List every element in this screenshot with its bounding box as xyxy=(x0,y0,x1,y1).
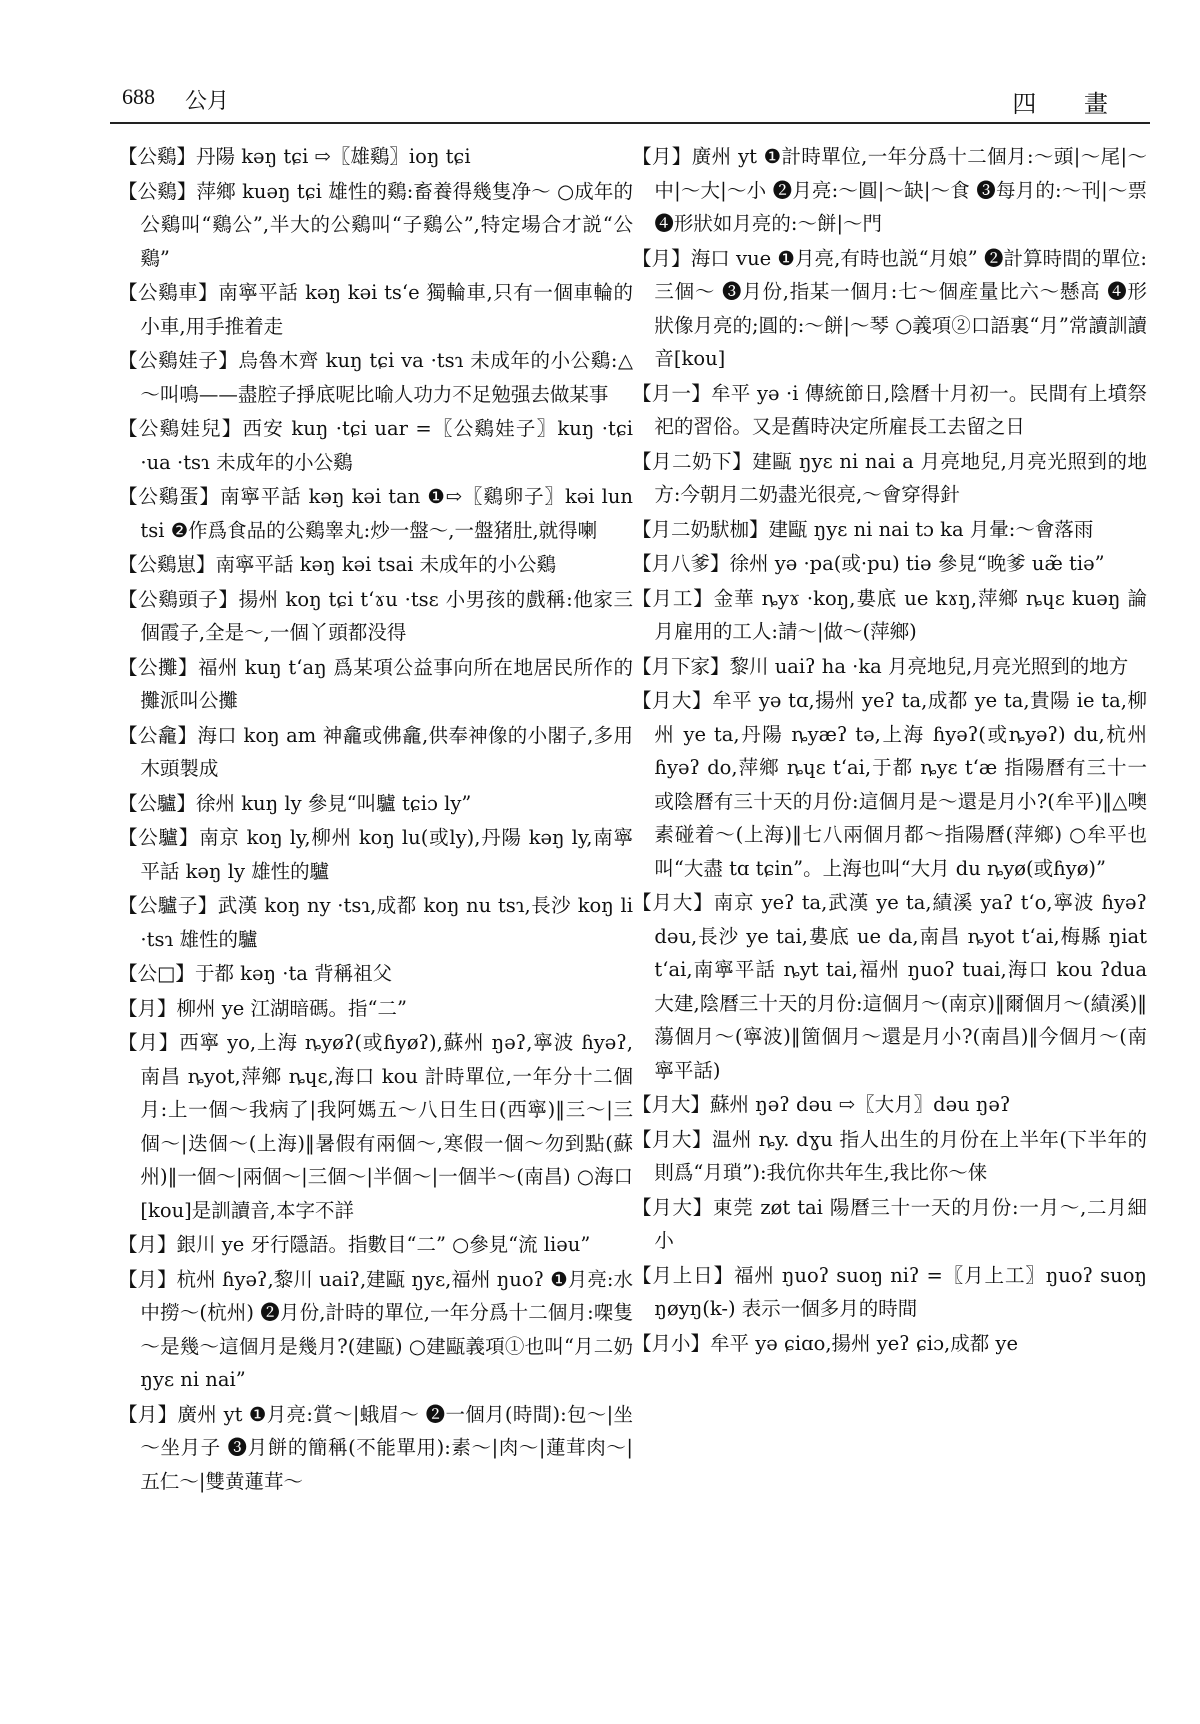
entry-definition: 南京 koŋ ly,柳州 koŋ lu(或ly),丹陽 kəŋ ly,南寧平話 kəŋ ly 雄性的驢 xyxy=(140,826,633,883)
entry-headword: 【公驢子】 xyxy=(118,894,218,917)
entry-headword: 【公鷄車】 xyxy=(118,281,219,304)
entry-headword: 【月】 xyxy=(118,1031,180,1054)
entry-definition: 牟平 yə ·i 傳統節日,陰曆十月初一。民間有上墳祭祀的習俗。又是舊時决定所雇長工去留之日 xyxy=(654,381,1147,438)
page-header xyxy=(110,82,1150,124)
entry-definition: 西寧 yo,上海 ȵyøʔ(或ɦyøʔ),蘇州 ŋəʔ,寧波 ɦyəʔ,南昌 ȵyot,萍鄉 ȵɥɛ,海口 kou 計時單位,一年分十二個月:上一個～我病了|我阿媽五～八日生日(西寧)‖三～|三個～|迭個～(上海)‖暑假有兩個～,寒假一個～勿到點(蘇州)‖一個～|兩個～|三個～|半個～|一個半～(南昌) ○海口[kou]是訓讀音,本字不詳 xyxy=(140,1031,633,1222)
dictionary-entry xyxy=(632,377,1147,444)
entry-headword: 【公攤】 xyxy=(118,655,199,679)
entry-definition: 銀川 ye 牙行隱語。指數目“二” ○參見“流 liəu” xyxy=(176,1233,591,1256)
entry-definition: 萍鄉 kuəŋ tɕi 雄性的鷄:畜養得幾隻净～ ○成年的公鷄叫“鷄公”,半大的公鷄叫“子鷄公”,特定場合才説“公鷄” xyxy=(140,179,633,270)
entry-headword: 【公鷄娃兒】 xyxy=(118,417,243,440)
dictionary-entry xyxy=(632,445,1147,512)
entry-headword: 【月小】 xyxy=(632,1331,711,1355)
entry-definition: 南京 yeʔ ta,武漢 ye ta,績溪 yaʔ tʻo,寧波 ɦyəʔ dəu,長沙 ye tai,婁底 ue da,南昌 ȵyot tʻai,梅縣 ŋiat tʻai,南寧平話 ȵyt tai,福州 ŋuoʔ tuai,海口 kou ʔdua 大建,陰曆三十天的月份:這個月～(南京)‖爾個月～(績溪)‖蕩個月～(寧波)‖箇個月～還是月小?(南昌)‖今個月～(南寧平話) xyxy=(654,891,1147,1082)
entry-headword: 【月下家】 xyxy=(632,654,730,678)
dictionary-entry xyxy=(632,140,1147,241)
entry-definition: 海口 koŋ am 神龕或佛龕,供奉神像的小閣子,多用木頭製成 xyxy=(140,723,633,780)
entry-definition: 福州 kuŋ tʻaŋ 爲某項公益事向所在地居民所作的攤派叫公攤 xyxy=(140,655,633,712)
entry-headword: 【公鷄蛋】 xyxy=(118,485,220,508)
dictionary-entry xyxy=(118,992,633,1026)
entry-headword: 【月八爹】 xyxy=(632,552,730,575)
entry-headword: 【公鷄】 xyxy=(118,145,197,168)
entry-definition: 于都 kəŋ ·ta 背稱祖父 xyxy=(194,962,393,985)
dictionary-entry xyxy=(632,1259,1147,1326)
dictionary-entry xyxy=(118,140,633,174)
dictionary-entry xyxy=(632,684,1147,885)
entry-headword: 【公鷄崽】 xyxy=(118,553,216,576)
entry-headword: 【月】 xyxy=(118,1402,178,1426)
entry-definition: 東莞 zøt tai 陽曆三十一天的月份:一月～,二月細小 xyxy=(654,1195,1147,1252)
dictionary-entry xyxy=(118,1228,633,1262)
entry-definition: 南寧平話 kəŋ kəi tsʻe 獨輪車,只有一個車輪的小車,用手推着走 xyxy=(140,281,633,338)
dictionary-entry xyxy=(118,787,633,821)
entry-headword: 【月】 xyxy=(118,996,177,1020)
entry-definition: 揚州 koŋ tɕi tʻɤu ·tsɛ 小男孩的戲稱:他家三個霞子,全是～,一個丫頭都没得 xyxy=(140,587,633,644)
dictionary-entry xyxy=(118,1398,633,1499)
entry-definition: 徐州 yə ·pa(或·pu) tiə 參見“晚爹 uæ̃ tiə” xyxy=(729,552,1105,575)
page-number: 688 xyxy=(122,84,155,109)
dictionary-entry xyxy=(118,480,633,547)
entry-headword: 【月】 xyxy=(632,246,691,270)
dictionary-entry xyxy=(118,957,633,991)
entry-headword: 【月大】 xyxy=(632,689,713,712)
dictionary-entry xyxy=(118,583,633,650)
dictionary-entry xyxy=(118,889,633,956)
entry-headword: 【公鷄娃子】 xyxy=(118,349,239,372)
entry-definition: 牟平 yə tɑ,揚州 yeʔ ta,成都 ye ta,貴陽 ie ta,柳州 ye ta,丹陽 ȵyæʔ tə,上海 ɦyəʔ(或ȵyəʔ) du,杭州 ɦyəʔ do,萍鄉 ȵɥɛ tʻai,于都 ȵyɛ tʻæ 指陽曆有三十一或陰曆有三十天的月份:這個月是～還是月小?(牟平)‖△噢素碰着～(上海)‖七八兩個月都～指陽曆(萍鄉) ○牟平也叫“大盡 tɑ tɕin”。上海也叫“大月 du ȵyø(或ɦyø)” xyxy=(654,689,1147,880)
dictionary-entry xyxy=(118,175,633,276)
entry-definition: 南寧平話 kəŋ kəi tan ❶⇨〖鷄卵子〗kəi lun tsi ❷作爲食品的公鷄睾丸:炒一盤～,一盤猪肚,就得喇 xyxy=(140,485,633,542)
page-headword-range: 公月 xyxy=(185,89,230,114)
entry-headword: 【公鷄頭子】 xyxy=(118,587,239,611)
right-column xyxy=(632,140,1147,1700)
dictionary-entry xyxy=(118,548,633,582)
dictionary-entry xyxy=(632,513,1147,547)
entry-definition: 丹陽 kəŋ tɕi ⇨〖雄鷄〗ioŋ tɕi xyxy=(196,145,471,168)
entry-definition: 杭州 ɦyəʔ,黎川 uaiʔ,建甌 ŋyɛ,福州 ŋuoʔ ❶月亮:水中撈～(杭州) ❷月份,計時的單位,一年分爲十二個月:㗎隻～是幾～這個月是幾月?(建甌) ○建甌義項①也叫“月二奶 ŋyɛ ni nai” xyxy=(140,1267,633,1391)
entry-headword: 【月一】 xyxy=(632,381,712,405)
entry-headword: 【月工】 xyxy=(632,586,714,610)
entry-definition: 福州 ŋuoʔ suoŋ niʔ =〖月上工〗ŋuoʔ suoŋ ŋøyŋ(k-) 表示一個多月的時間 xyxy=(654,1263,1147,1320)
dictionary-entry xyxy=(118,821,633,888)
entry-definition: 廣州 yt ❶月亮:賞～|蛾眉～ ❷一個月(時間):包～|坐～坐月子 ❸月餅的簡稱(不能單用):素～|肉～|蓮茸肉～|五仁～|雙黄蓮茸～ xyxy=(140,1402,633,1493)
dictionary-entry xyxy=(118,344,633,411)
dictionary-entry xyxy=(632,582,1147,649)
dictionary-entry xyxy=(632,1327,1147,1361)
dictionary-entry xyxy=(118,651,633,718)
entry-headword: 【月上日】 xyxy=(632,1263,734,1287)
entry-headword: 【月大】 xyxy=(632,1127,712,1151)
dictionary-entry xyxy=(118,719,633,786)
entry-headword: 【公龕】 xyxy=(118,723,198,747)
dictionary-entry xyxy=(118,412,633,479)
entry-definition: 柳州 ye 江湖暗碼。指“二” xyxy=(176,996,407,1020)
entry-definition: 徐州 kuŋ ly 參見“叫驢 tɕiɔ ly” xyxy=(196,791,472,815)
entry-definition: 黎川 uaiʔ ha ·ka 月亮地兒,月亮光照到的地方 xyxy=(729,654,1129,678)
entry-headword: 【月大】 xyxy=(632,1093,711,1116)
entry-definition: 温州 ȵy. dɣu 指人出生的月份在上半年(下半年的則爲“月瑣”):我伉你共年生,我比你～俫 xyxy=(654,1127,1147,1184)
entry-definition: 武漢 koŋ ny ·tsɿ,成都 koŋ nu tsɿ,長沙 koŋ li ·tsɿ 雄性的驢 xyxy=(140,894,633,951)
dictionary-entry xyxy=(632,886,1147,1087)
entry-headword: 【月大】 xyxy=(632,1195,713,1219)
entry-definition: 金華 ȵyɤ ·koŋ,婁底 ue kɤŋ,萍鄉 ȵɥɛ kuəŋ 論月雇用的工人:請～|做～(萍鄉) xyxy=(654,586,1147,643)
entry-definition: 建甌 ŋyɛ ni nai a 月亮地兒,月亮光照到的地方:今朝月二奶盡光很亮,～會穿得針 xyxy=(654,449,1147,506)
dictionary-entry xyxy=(632,1123,1147,1190)
dictionary-entry xyxy=(118,1026,633,1227)
entry-definition: 牟平 yə ɕiɑo,揚州 yeʔ ɕiɔ,成都 ye xyxy=(710,1331,1018,1355)
entry-headword: 【月大】 xyxy=(632,891,714,914)
entry-headword: 【月】 xyxy=(118,1267,177,1291)
entry-definition: 海口 vue ❶月亮,有時也説“月娘” ❷計算時間的單位:三個～ ❸月份,指某一個月:七～個産量比六～懸高 ❹形狀像月亮的;圓的:～餅|～琴 ○義項②口語裏“月”常讀訓讀音[kou] xyxy=(654,246,1147,370)
dictionary-entry xyxy=(632,242,1147,376)
dictionary-entry xyxy=(118,1263,633,1397)
left-column xyxy=(118,140,633,1700)
entry-definition: 烏魯木齊 kuŋ tɕi va ·tsɿ 未成年的小公鷄:△～叫鳴——盡腔子掙底呢比喻人功力不足勉强去做某事 xyxy=(140,349,633,406)
entry-definition: 廣州 yt ❶計時單位,一年分爲十二個月:～頭|～尾|～中|～大|～小 ❷月亮:～圓|～缺|～食 ❸每月的:～刊|～票 ❹形狀如月亮的:～餅|～門 xyxy=(654,145,1147,235)
entry-headword: 【月二奶䭾枷】 xyxy=(632,517,769,541)
entry-headword: 【月二奶下】 xyxy=(632,449,753,473)
entry-headword: 【月】 xyxy=(632,145,692,168)
entry-definition: 西安 kuŋ ·tɕi uar =〖公鷄娃子〗kuŋ ·tɕi ·ua ·tsɿ 未成年的小公鷄 xyxy=(140,417,633,474)
dictionary-entry xyxy=(632,650,1147,684)
section-title: 四 畫 xyxy=(1012,90,1128,118)
entry-headword: 【公鷄】 xyxy=(118,179,197,203)
entry-headword: 【公驢】 xyxy=(118,826,200,849)
entry-definition: 建甌 ŋyɛ ni nai tɔ ka 月暈:～會落雨 xyxy=(768,517,1094,541)
entry-definition: 南寧平話 kəŋ kəi tsai 未成年的小公鷄 xyxy=(215,553,557,576)
entry-headword: 【公驢】 xyxy=(118,791,197,815)
entry-definition: 蘇州 ŋəʔ dəu ⇨〖大月〗dəu ŋəʔ xyxy=(710,1093,1011,1116)
entry-headword: 【公□】 xyxy=(118,962,195,985)
entry-headword: 【月】 xyxy=(118,1233,177,1256)
dictionary-entry xyxy=(118,276,633,343)
dictionary-entry xyxy=(632,547,1147,581)
dictionary-entry xyxy=(632,1088,1147,1122)
dictionary-entry xyxy=(632,1191,1147,1258)
